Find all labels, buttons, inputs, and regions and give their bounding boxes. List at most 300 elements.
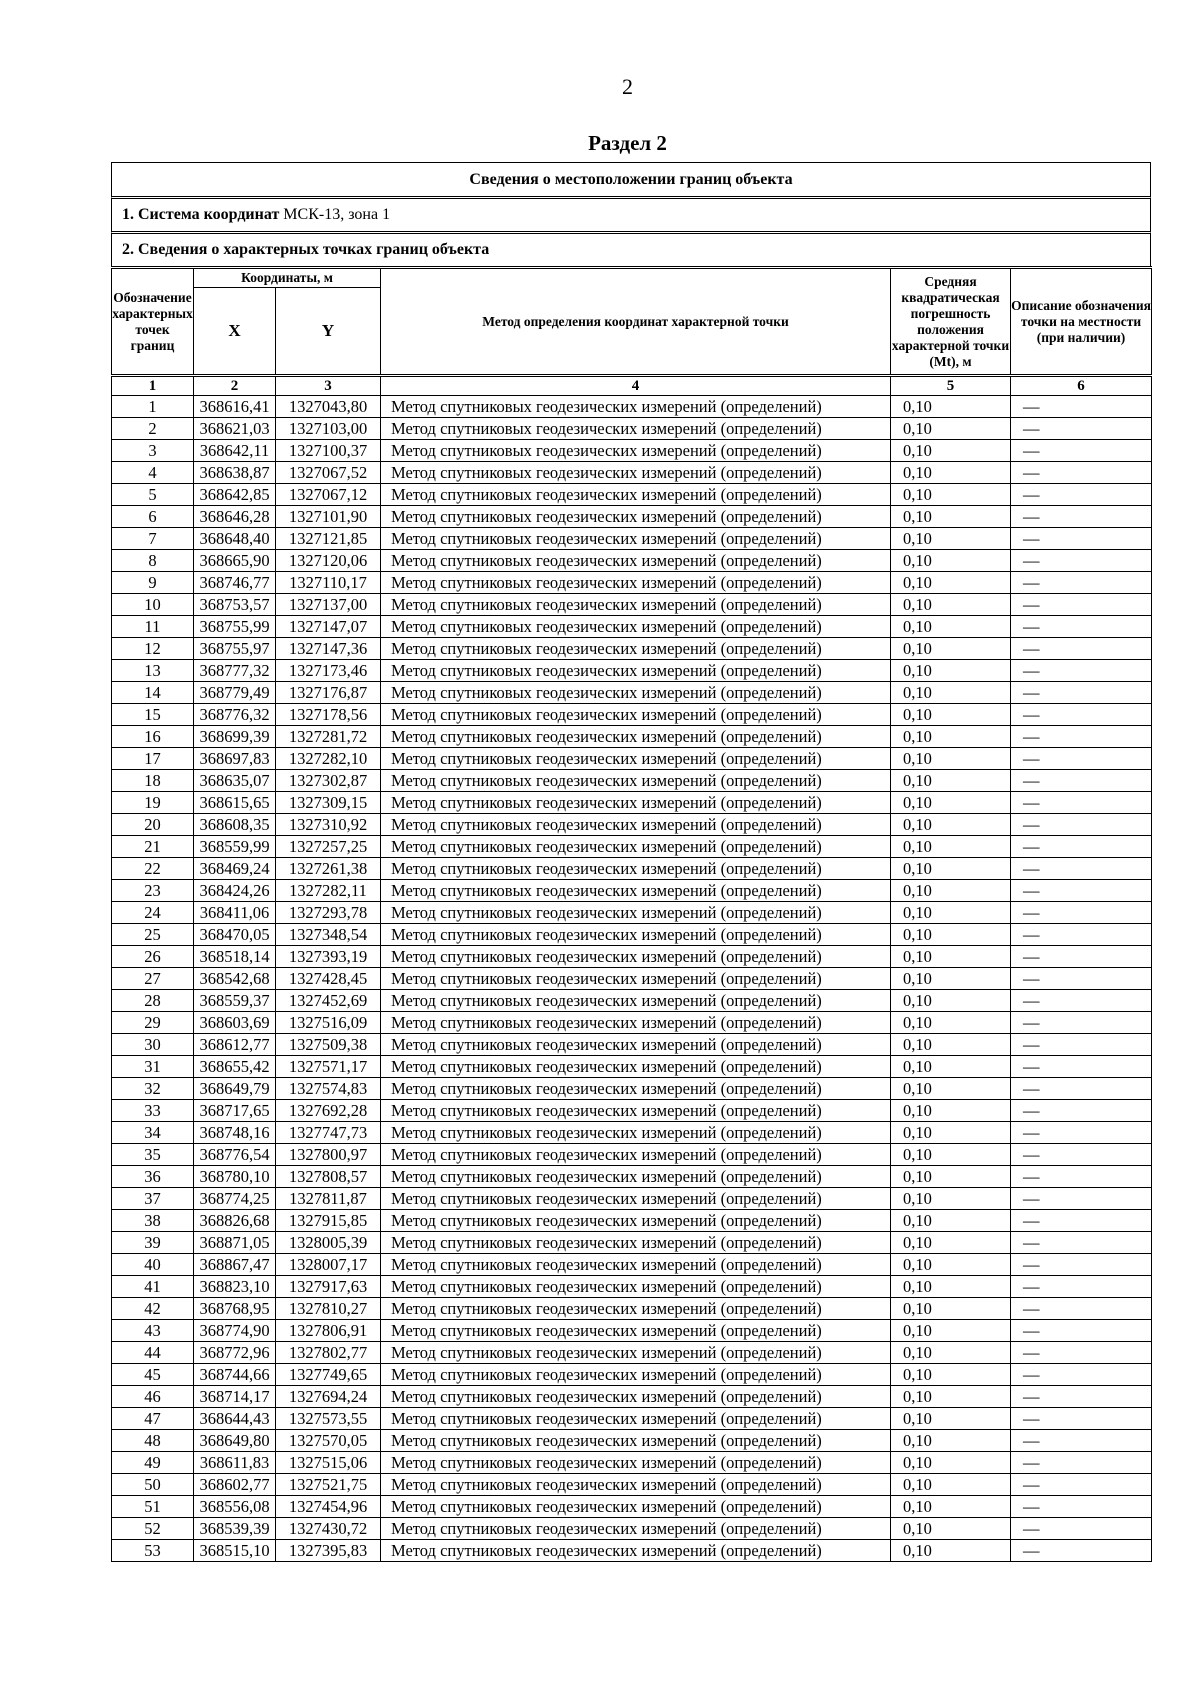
method-cell: Метод спутниковых геодезических измерений (определений) [381,1078,891,1100]
description-cell: — [1011,484,1152,506]
table-row [112,770,1152,792]
y-coordinate-cell: 1327452,69 [276,990,381,1012]
table-row [112,814,1152,836]
x-coordinate-cell: 368717,65 [194,1100,276,1122]
description-cell: — [1011,418,1152,440]
y-coordinate-cell: 1327694,24 [276,1386,381,1408]
x-coordinate-cell: 368644,43 [194,1408,276,1430]
point-number-cell: 16 [112,726,194,748]
table-row [112,704,1152,726]
method-cell: Метод спутниковых геодезических измерений (определений) [381,1430,891,1452]
table-row [112,418,1152,440]
method-cell: Метод спутниковых геодезических измерений (определений) [381,1210,891,1232]
table-row [112,1540,1152,1562]
points-table-body [112,396,1152,1562]
x-coordinate-cell: 368755,97 [194,638,276,660]
description-cell: — [1011,1474,1152,1496]
point-number-cell: 43 [112,1320,194,1342]
error-cell: 0,10 [891,1166,1011,1188]
page-number: 2 [622,74,633,99]
y-coordinate-cell: 1327516,09 [276,1012,381,1034]
y-coordinate-cell: 1327120,06 [276,550,381,572]
point-number-cell: 52 [112,1518,194,1540]
point-number-cell: 30 [112,1034,194,1056]
point-number-cell: 23 [112,880,194,902]
error-cell: 0,10 [891,1122,1011,1144]
header-method: Метод определения координат характерной точки [381,268,891,376]
x-coordinate-cell: 368780,10 [194,1166,276,1188]
description-cell: — [1011,1276,1152,1298]
x-coordinate-cell: 368646,28 [194,506,276,528]
description-cell: — [1011,1166,1152,1188]
table-row [112,1166,1152,1188]
error-cell: 0,10 [891,484,1011,506]
method-cell: Метод спутниковых геодезических измерений (определений) [381,1298,891,1320]
error-cell: 0,10 [891,814,1011,836]
x-coordinate-cell: 368424,26 [194,880,276,902]
x-coordinate-cell: 368602,77 [194,1474,276,1496]
error-cell: 0,10 [891,616,1011,638]
method-cell: Метод спутниковых геодезических измерений (определений) [381,726,891,748]
description-cell: — [1011,1540,1152,1562]
method-cell: Метод спутниковых геодезических измерений (определений) [381,440,891,462]
coordinate-system-value: МСК-13, зона 1 [283,206,391,223]
description-cell: — [1011,1496,1152,1518]
error-cell: 0,10 [891,836,1011,858]
x-coordinate-cell: 368638,87 [194,462,276,484]
table-row [112,1276,1152,1298]
point-number-cell: 1 [112,396,194,418]
description-cell: — [1011,1232,1152,1254]
error-cell: 0,10 [891,1298,1011,1320]
table-row [112,748,1152,770]
y-coordinate-cell: 1327173,46 [276,660,381,682]
error-cell: 0,10 [891,748,1011,770]
error-cell: 0,10 [891,726,1011,748]
y-coordinate-cell: 1328007,17 [276,1254,381,1276]
point-number-cell: 29 [112,1012,194,1034]
error-cell: 0,10 [891,858,1011,880]
point-number-cell: 48 [112,1430,194,1452]
y-coordinate-cell: 1327570,05 [276,1430,381,1452]
x-coordinate-cell: 368699,39 [194,726,276,748]
description-cell: — [1011,1188,1152,1210]
point-number-cell: 42 [112,1298,194,1320]
y-coordinate-cell: 1327101,90 [276,506,381,528]
method-cell: Метод спутниковых геодезических измерений (определений) [381,550,891,572]
point-number-cell: 2 [112,418,194,440]
error-cell: 0,10 [891,1034,1011,1056]
y-coordinate-cell: 1328005,39 [276,1232,381,1254]
description-cell: — [1011,1430,1152,1452]
y-coordinate-cell: 1327573,55 [276,1408,381,1430]
error-cell: 0,10 [891,1364,1011,1386]
x-coordinate-cell: 368649,79 [194,1078,276,1100]
error-cell: 0,10 [891,902,1011,924]
method-cell: Метод спутниковых геодезических измерений (определений) [381,418,891,440]
table-row [112,1210,1152,1232]
header-description: Описание обозначения точки на местности (при наличии) [1011,268,1152,376]
points-table-header [112,268,1152,396]
description-cell: — [1011,1056,1152,1078]
description-cell: — [1011,858,1152,880]
x-coordinate-cell: 368655,42 [194,1056,276,1078]
error-cell: 0,10 [891,946,1011,968]
y-coordinate-cell: 1327571,17 [276,1056,381,1078]
table-row [112,1122,1152,1144]
method-cell: Метод спутниковых геодезических измерений (определений) [381,1452,891,1474]
description-cell: — [1011,792,1152,814]
table-row [112,1518,1152,1540]
x-coordinate-cell: 368611,83 [194,1452,276,1474]
table-row [112,1474,1152,1496]
x-coordinate-cell: 368542,68 [194,968,276,990]
method-cell: Метод спутниковых геодезических измерений (определений) [381,946,891,968]
y-coordinate-cell: 1327747,73 [276,1122,381,1144]
column-number: 6 [1011,376,1152,396]
error-cell: 0,10 [891,968,1011,990]
x-coordinate-cell: 368648,40 [194,528,276,550]
column-number: 5 [891,376,1011,396]
header-y: Y [276,288,381,376]
table-row [112,682,1152,704]
point-number-cell: 45 [112,1364,194,1386]
method-cell: Метод спутниковых геодезических измерений (определений) [381,748,891,770]
table-row [112,1232,1152,1254]
point-number-cell: 33 [112,1100,194,1122]
method-cell: Метод спутниковых геодезических измерений (определений) [381,396,891,418]
table-row [112,880,1152,902]
error-cell: 0,10 [891,924,1011,946]
error-cell: 0,10 [891,1210,1011,1232]
y-coordinate-cell: 1327802,77 [276,1342,381,1364]
point-number-cell: 37 [112,1188,194,1210]
point-number-cell: 49 [112,1452,194,1474]
point-number-cell: 24 [112,902,194,924]
x-coordinate-cell: 368871,05 [194,1232,276,1254]
column-number: 1 [112,376,194,396]
point-number-cell: 19 [112,792,194,814]
y-coordinate-cell: 1327261,38 [276,858,381,880]
x-coordinate-cell: 368826,68 [194,1210,276,1232]
x-coordinate-cell: 368774,90 [194,1320,276,1342]
x-coordinate-cell: 368608,35 [194,814,276,836]
y-coordinate-cell: 1327428,45 [276,968,381,990]
x-coordinate-cell: 368768,95 [194,1298,276,1320]
y-coordinate-cell: 1327293,78 [276,902,381,924]
table-row [112,1298,1152,1320]
point-number-cell: 38 [112,1210,194,1232]
x-coordinate-cell: 368867,47 [194,1254,276,1276]
method-cell: Метод спутниковых геодезических измерений (определений) [381,880,891,902]
point-number-cell: 11 [112,616,194,638]
description-cell: — [1011,528,1152,550]
table-row [112,1342,1152,1364]
x-coordinate-cell: 368779,49 [194,682,276,704]
error-cell: 0,10 [891,1320,1011,1342]
description-cell: — [1011,616,1152,638]
table-row [112,792,1152,814]
table-row [112,528,1152,550]
method-cell: Метод спутниковых геодезических измерений (определений) [381,660,891,682]
description-cell: — [1011,1210,1152,1232]
x-coordinate-cell: 368621,03 [194,418,276,440]
error-cell: 0,10 [891,440,1011,462]
boundary-table-frame [111,162,1151,1562]
point-number-cell: 4 [112,462,194,484]
y-coordinate-cell: 1327810,27 [276,1298,381,1320]
error-cell: 0,10 [891,1474,1011,1496]
x-coordinate-cell: 368515,10 [194,1540,276,1562]
error-cell: 0,10 [891,396,1011,418]
coordinate-system [111,196,1151,231]
table-row [112,990,1152,1012]
error-cell: 0,10 [891,704,1011,726]
error-cell: 0,10 [891,1452,1011,1474]
table-row [112,462,1152,484]
points-table [111,266,1152,1562]
table-row [112,572,1152,594]
y-coordinate-cell: 1327393,19 [276,946,381,968]
y-coordinate-cell: 1327509,38 [276,1034,381,1056]
x-coordinate-cell: 368744,66 [194,1364,276,1386]
header-x: X [194,288,276,376]
error-cell: 0,10 [891,990,1011,1012]
description-cell: — [1011,1100,1152,1122]
x-coordinate-cell: 368697,83 [194,748,276,770]
point-number-cell: 8 [112,550,194,572]
table-row [112,946,1152,968]
y-coordinate-cell: 1327808,57 [276,1166,381,1188]
y-coordinate-cell: 1327395,83 [276,1540,381,1562]
point-number-cell: 39 [112,1232,194,1254]
column-number-row [112,376,1152,396]
description-cell: — [1011,1122,1152,1144]
table-row [112,1254,1152,1276]
table-row [112,1144,1152,1166]
x-coordinate-cell: 368776,32 [194,704,276,726]
y-coordinate-cell: 1327147,36 [276,638,381,660]
description-cell: — [1011,836,1152,858]
error-cell: 0,10 [891,1254,1011,1276]
point-number-cell: 34 [112,1122,194,1144]
y-coordinate-cell: 1327137,00 [276,594,381,616]
description-cell: — [1011,924,1152,946]
x-coordinate-cell: 368635,07 [194,770,276,792]
error-cell: 0,10 [891,1078,1011,1100]
y-coordinate-cell: 1327811,87 [276,1188,381,1210]
y-coordinate-cell: 1327310,92 [276,814,381,836]
y-coordinate-cell: 1327515,06 [276,1452,381,1474]
y-coordinate-cell: 1327800,97 [276,1144,381,1166]
description-cell: — [1011,396,1152,418]
point-number-cell: 28 [112,990,194,1012]
point-number-cell: 12 [112,638,194,660]
description-cell: — [1011,594,1152,616]
point-number-cell: 5 [112,484,194,506]
description-cell: — [1011,704,1152,726]
x-coordinate-cell: 368777,32 [194,660,276,682]
x-coordinate-cell: 368772,96 [194,1342,276,1364]
description-cell: — [1011,1144,1152,1166]
method-cell: Метод спутниковых геодезических измерений (определений) [381,792,891,814]
y-coordinate-cell: 1327574,83 [276,1078,381,1100]
description-cell: — [1011,1012,1152,1034]
y-coordinate-cell: 1327454,96 [276,1496,381,1518]
method-cell: Метод спутниковых геодезических измерений (определений) [381,1342,891,1364]
x-coordinate-cell: 368615,65 [194,792,276,814]
point-number-cell: 22 [112,858,194,880]
error-cell: 0,10 [891,1144,1011,1166]
description-cell: — [1011,506,1152,528]
error-cell: 0,10 [891,528,1011,550]
error-cell: 0,10 [891,1232,1011,1254]
table-row [112,1364,1152,1386]
y-coordinate-cell: 1327282,10 [276,748,381,770]
error-cell: 0,10 [891,506,1011,528]
y-coordinate-cell: 1327067,52 [276,462,381,484]
description-cell: — [1011,1034,1152,1056]
method-cell: Метод спутниковых геодезических измерений (определений) [381,836,891,858]
method-cell: Метод спутниковых геодезических измерений (определений) [381,616,891,638]
method-cell: Метод спутниковых геодезических измерений (определений) [381,506,891,528]
table-row [112,638,1152,660]
point-number-cell: 35 [112,1144,194,1166]
table-row [112,902,1152,924]
description-cell: — [1011,1452,1152,1474]
x-coordinate-cell: 368642,11 [194,440,276,462]
table-row [112,506,1152,528]
table-row [112,1188,1152,1210]
error-cell: 0,10 [891,1430,1011,1452]
method-cell: Метод спутниковых геодезических измерений (определений) [381,682,891,704]
table-row [112,1078,1152,1100]
description-cell: — [1011,1342,1152,1364]
method-cell: Метод спутниковых геодезических измерений (определений) [381,528,891,550]
point-number-cell: 7 [112,528,194,550]
y-coordinate-cell: 1327103,00 [276,418,381,440]
y-coordinate-cell: 1327282,11 [276,880,381,902]
table-row [112,1386,1152,1408]
error-cell: 0,10 [891,1056,1011,1078]
table-row [112,1452,1152,1474]
method-cell: Метод спутниковых геодезических измерений (определений) [381,990,891,1012]
table-row [112,1430,1152,1452]
description-cell: — [1011,638,1152,660]
error-cell: 0,10 [891,1188,1011,1210]
table-row [112,1496,1152,1518]
method-cell: Метод спутниковых геодезических измерений (определений) [381,1100,891,1122]
description-cell: — [1011,1364,1152,1386]
error-cell: 0,10 [891,770,1011,792]
table-row [112,968,1152,990]
method-cell: Метод спутниковых геодезических измерений (определений) [381,1408,891,1430]
x-coordinate-cell: 368559,99 [194,836,276,858]
method-cell: Метод спутниковых геодезических измерений (определений) [381,770,891,792]
y-coordinate-cell: 1327043,80 [276,396,381,418]
point-number-cell: 41 [112,1276,194,1298]
table-title: Сведения о местоположении границ объекта [111,162,1151,196]
point-number-cell: 25 [112,924,194,946]
table-row [112,924,1152,946]
error-cell: 0,10 [891,572,1011,594]
y-coordinate-cell: 1327806,91 [276,1320,381,1342]
description-cell: — [1011,1298,1152,1320]
x-coordinate-cell: 368774,25 [194,1188,276,1210]
y-coordinate-cell: 1327110,17 [276,572,381,594]
point-number-cell: 44 [112,1342,194,1364]
description-cell: — [1011,550,1152,572]
points-section-title: 2. Сведения о характерных точках границ объекта [111,231,1151,266]
description-cell: — [1011,1408,1152,1430]
header-designation: Обозначение характерных точек границ [112,268,194,376]
error-cell: 0,10 [891,880,1011,902]
x-coordinate-cell: 368411,06 [194,902,276,924]
x-coordinate-cell: 368746,77 [194,572,276,594]
description-cell: — [1011,1254,1152,1276]
y-coordinate-cell: 1327147,07 [276,616,381,638]
point-number-cell: 31 [112,1056,194,1078]
description-cell: — [1011,440,1152,462]
method-cell: Метод спутниковых геодезических измерений (определений) [381,1254,891,1276]
x-coordinate-cell: 368470,05 [194,924,276,946]
point-number-cell: 10 [112,594,194,616]
y-coordinate-cell: 1327749,65 [276,1364,381,1386]
x-coordinate-cell: 368649,80 [194,1430,276,1452]
table-row [112,616,1152,638]
method-cell: Метод спутниковых геодезических измерений (определений) [381,1034,891,1056]
method-cell: Метод спутниковых геодезических измерений (определений) [381,1056,891,1078]
x-coordinate-cell: 368518,14 [194,946,276,968]
x-coordinate-cell: 368748,16 [194,1122,276,1144]
x-coordinate-cell: 368539,39 [194,1518,276,1540]
point-number-cell: 51 [112,1496,194,1518]
method-cell: Метод спутниковых геодезических измерений (определений) [381,1144,891,1166]
point-number-cell: 32 [112,1078,194,1100]
method-cell: Метод спутниковых геодезических измерений (определений) [381,1166,891,1188]
error-cell: 0,10 [891,550,1011,572]
x-coordinate-cell: 368823,10 [194,1276,276,1298]
description-cell: — [1011,990,1152,1012]
method-cell: Метод спутниковых геодезических измерений (определений) [381,1122,891,1144]
x-coordinate-cell: 368714,17 [194,1386,276,1408]
method-cell: Метод спутниковых геодезических измерений (определений) [381,704,891,726]
y-coordinate-cell: 1327915,85 [276,1210,381,1232]
description-cell: — [1011,726,1152,748]
error-cell: 0,10 [891,594,1011,616]
column-number: 4 [381,376,891,396]
error-cell: 0,10 [891,1540,1011,1562]
table-row [112,660,1152,682]
x-coordinate-cell: 368469,24 [194,858,276,880]
description-cell: — [1011,1518,1152,1540]
error-cell: 0,10 [891,1342,1011,1364]
description-cell: — [1011,1386,1152,1408]
y-coordinate-cell: 1327178,56 [276,704,381,726]
error-cell: 0,10 [891,1012,1011,1034]
column-number: 3 [276,376,381,396]
point-number-cell: 50 [112,1474,194,1496]
error-cell: 0,10 [891,418,1011,440]
point-number-cell: 36 [112,1166,194,1188]
table-row [112,858,1152,880]
y-coordinate-cell: 1327692,28 [276,1100,381,1122]
point-number-cell: 40 [112,1254,194,1276]
point-number-cell: 47 [112,1408,194,1430]
method-cell: Метод спутниковых геодезических измерений (определений) [381,462,891,484]
method-cell: Метод спутниковых геодезических измерений (определений) [381,484,891,506]
y-coordinate-cell: 1327521,75 [276,1474,381,1496]
